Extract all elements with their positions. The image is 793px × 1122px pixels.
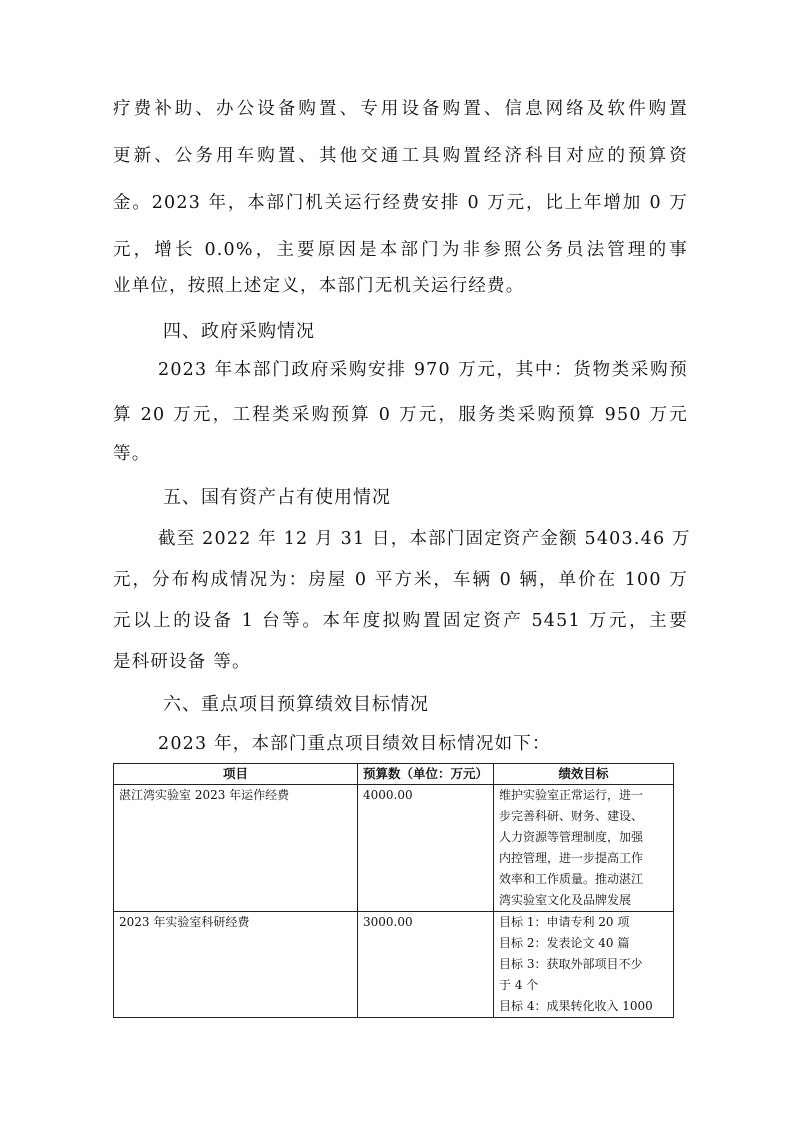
paragraph-line: 金。2023 年，本部门机关运行经费安排 0 万元，比上年增加 0 万 [113,193,688,213]
paragraph-line: 等。 [113,444,151,464]
goal-line: 效率和工作质量。推动湛江 [499,872,644,886]
section-heading-state-assets: 五、国有资产占有使用情况 [163,487,391,508]
paragraph-line: 算 20 万元，工程类采购预算 0 万元，服务类采购预算 950 万元 [113,405,688,425]
column-header-budget: 预算数（单位：万元） [358,764,494,785]
goals-cell [494,912,674,1018]
goal-line: 目标 4：成果转化收入 1000 [499,999,653,1013]
goal-line: 目标 2：发表论文 40 篇 [499,936,630,950]
paragraph-line: 疗费补助、办公设备购置、专用设备购置、信息网络及软件购置 [113,99,688,119]
goal-line: 步完善科研、财务、建设、 [499,809,644,823]
goal-line: 维护实验室正常运行，进一 [499,788,644,802]
budget-cell: 4000.00 [358,785,494,912]
goal-line: 目标 3：获取外部项目不少 [499,957,643,971]
paragraph-line: 元以上的设备 1 台等。本年度拟购置固定资产 5451 万元，主要 [113,611,688,631]
section-heading-procurement: 四、政府采购情况 [163,321,315,342]
key-projects-table [113,763,674,1018]
column-header-project: 项目 [114,764,358,785]
paragraph-line: 截至 2022 年 12 月 31 日，本部门固定资产金额 5403.46 万 [158,529,691,549]
paragraph-line: 元，分布构成情况为：房屋 0 平方米，车辆 0 辆，单价在 100 万 [113,570,688,590]
paragraph-line: 业单位，按照上述定义，本部门无机关运行经费。 [113,276,525,296]
project-cell: 湛江湾实验室 2023 年运作经费 [114,785,358,912]
goal-line: 人力资源等管理制度，加强 [499,830,644,844]
table-header-row [114,764,674,785]
goal-line: 内控管理，进一步提高工作 [499,851,644,865]
goals-cell [494,785,674,912]
table-row [114,785,674,912]
section-heading-performance-goals: 六、重点项目预算绩效目标情况 [163,694,429,715]
paragraph-line: 更新、公务用车购置、其他交通工具购置经济科目对应的预算资 [113,146,688,166]
project-cell: 2023 年实验室科研经费 [114,912,358,1018]
goal-line: 于 4 个 [499,978,539,992]
budget-cell: 3000.00 [358,912,494,1018]
goal-line: 湾实验室文化及品牌发展 [499,893,632,907]
paragraph-line: 2023 年，本部门重点项目绩效目标情况如下： [158,734,551,754]
paragraph-line: 2023 年本部门政府采购安排 970 万元，其中：货物类采购预 [158,360,688,380]
paragraph-line: 是科研设备 等。 [113,652,251,672]
paragraph-line: 元，增长 0.0%，主要原因是本部门为非参照公务员法管理的事 [113,240,688,260]
goal-line: 目标 1：申请专利 20 项 [499,915,630,929]
table-row [114,912,674,1018]
column-header-goals: 绩效目标 [494,764,674,785]
